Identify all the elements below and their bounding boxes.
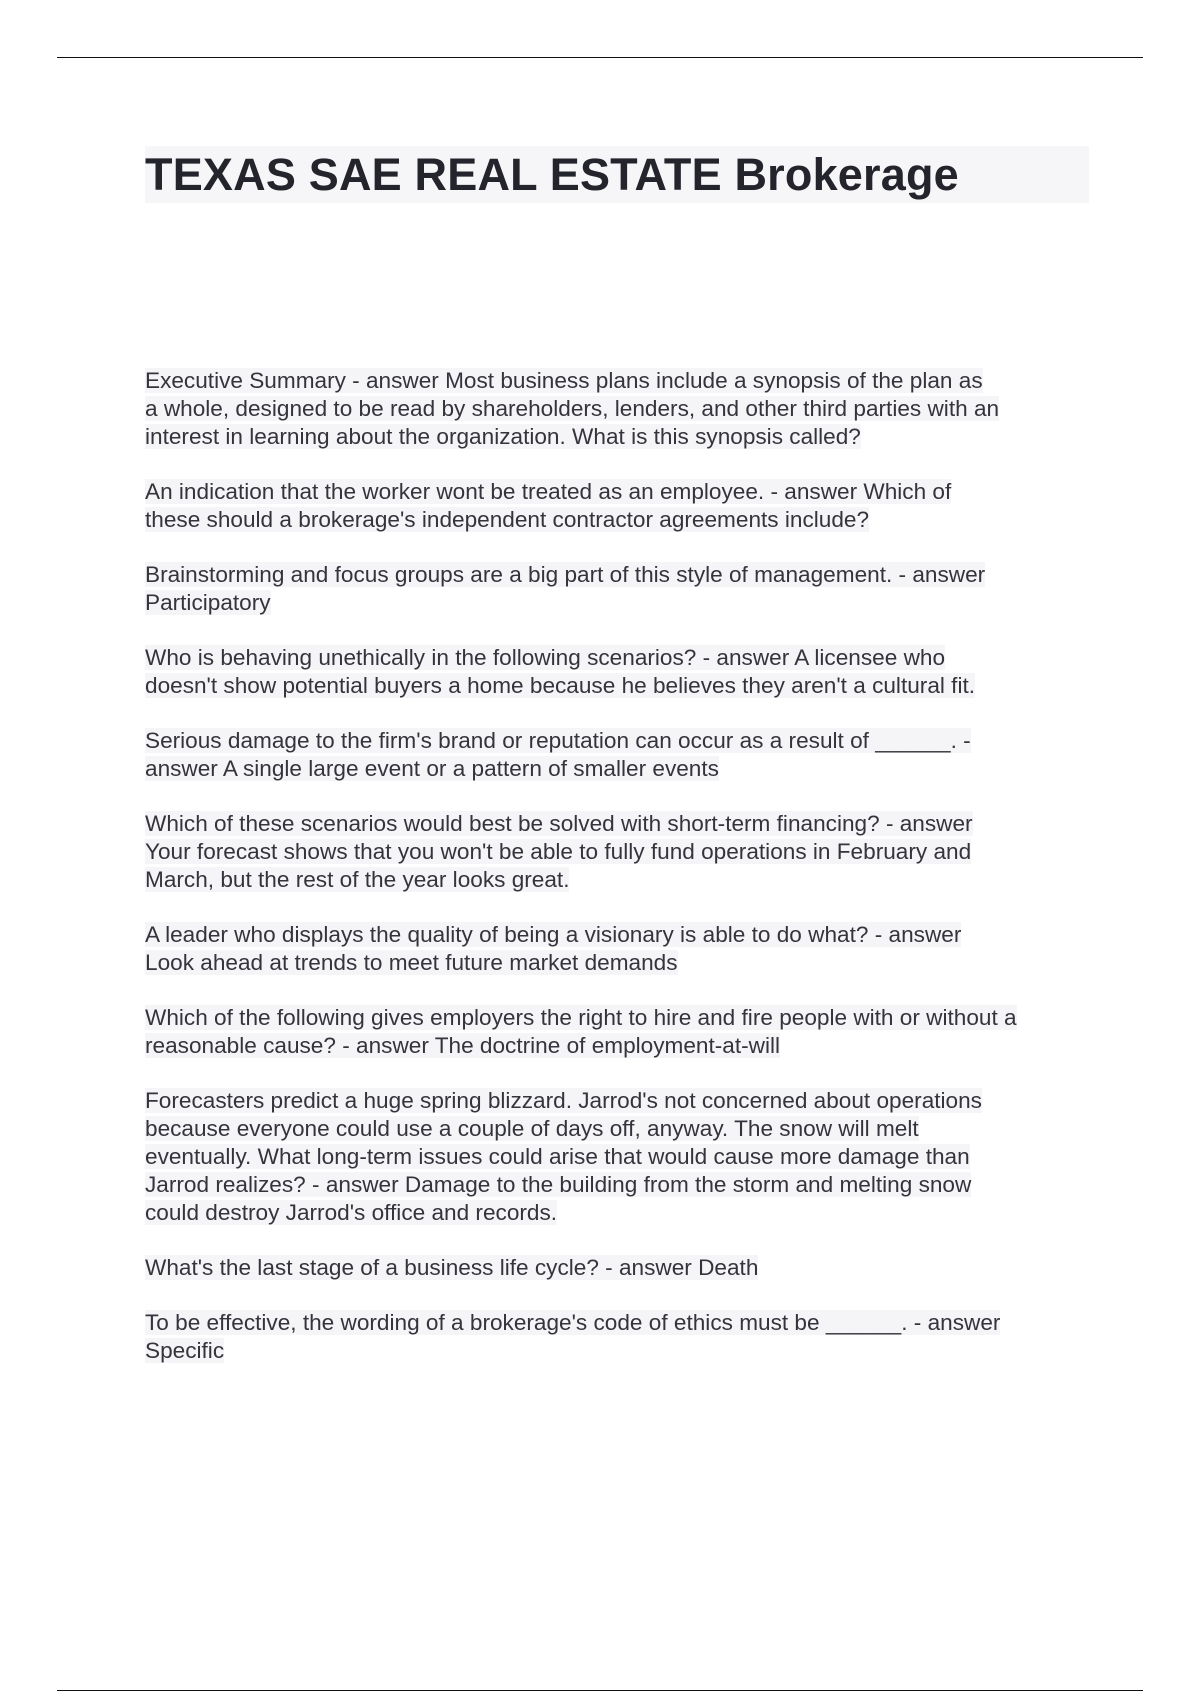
qa-line: Who is behaving unethically in the following scenarios? - answer A licensee who [145,645,946,670]
qa-line: To be effective, the wording of a brokerage's code of ethics must be ______. - answer [145,1310,1001,1335]
qa-line: interest in learning about the organization. What is this synopsis called? [145,424,861,449]
qa-line: Which of the following gives employers the right to hire and fire people with or without a [145,1005,1017,1030]
qa-line: Your forecast shows that you won't be able to fully fund operations in February and [145,839,972,864]
qa-line: Jarrod realizes? - answer Damage to the building from the storm and melting snow [145,1172,972,1197]
qa-line: these should a brokerage's independent contractor agreements include? [145,507,870,532]
qa-item [145,1309,1085,1365]
top-rule [57,57,1143,58]
qa-item [145,561,1085,617]
qa-line: An indication that the worker wont be treated as an employee. - answer Which of [145,479,952,504]
qa-line: doesn't show potential buyers a home because he believes they aren't a cultural fit. [145,673,976,698]
qa-item [145,810,1085,894]
qa-line: answer A single large event or a pattern of smaller events [145,756,719,781]
qa-item [145,1087,1085,1227]
qa-line: Participatory [145,590,271,615]
qa-line: Look ahead at trends to meet future market demands [145,950,678,975]
qa-line: Which of these scenarios would best be solved with short-term financing? - answer [145,811,973,836]
qa-item [145,921,1085,977]
qa-line: eventually. What long-term issues could arise that would cause more damage than [145,1144,970,1169]
qa-line: Serious damage to the firm's brand or reputation can occur as a result of ______. - [145,728,971,753]
bottom-rule [57,1690,1143,1691]
qa-line: because everyone could use a couple of days off, anyway. The snow will melt [145,1116,919,1141]
qa-item [145,478,1085,534]
qa-line: Brainstorming and focus groups are a big part of this style of management. - answer [145,562,986,587]
qa-line: Specific [145,1338,225,1363]
qa-list [145,367,1085,1392]
qa-item [145,1254,1085,1282]
qa-line: reasonable cause? - answer The doctrine of employment-at-will [145,1033,781,1058]
qa-line: What's the last stage of a business life cycle? - answer Death [145,1255,759,1280]
qa-line: a whole, designed to be read by shareholders, lenders, and other third parties with an [145,396,1000,421]
qa-item [145,1004,1085,1060]
qa-line: A leader who displays the quality of being a visionary is able to do what? - answer [145,922,962,947]
qa-line: Forecasters predict a huge spring blizzard. Jarrod's not concerned about operations [145,1088,982,1113]
qa-item [145,367,1085,451]
qa-line: Executive Summary - answer Most business plans include a synopsis of the plan as [145,368,983,393]
qa-line: March, but the rest of the year looks great. [145,867,570,892]
qa-item [145,727,1085,783]
qa-line: could destroy Jarrod's office and records. [145,1200,558,1225]
page-title: TEXAS SAE REAL ESTATE Brokerage [145,146,1089,203]
qa-item [145,644,1085,700]
